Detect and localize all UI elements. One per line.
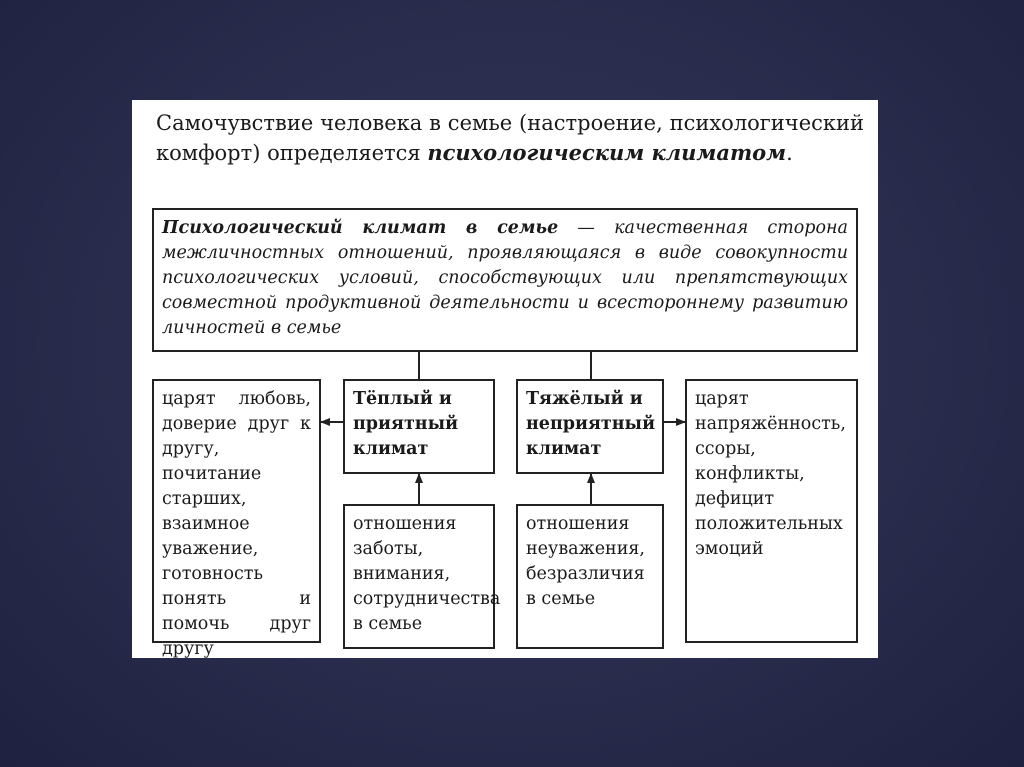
warm-relations-box: отношения заботы, внимания, сотрудничества в семье bbox=[343, 504, 495, 649]
definition-term: Психологический климат в семье bbox=[162, 218, 559, 238]
hard-relations-box: отношения неуважения, безразличия в семье bbox=[516, 504, 664, 649]
intro-emphasis: психологическим климатом bbox=[427, 140, 787, 165]
hard-climate-box: Тяжёлый и неприятный климат bbox=[516, 379, 664, 474]
hard-signs-box: царят напряжённость, ссоры, конфликты, дефицит положительных эмоций bbox=[685, 379, 858, 643]
definition-text: качественная сторона межличностных отношений, проявляющаяся в виде совокупности психологических условий, способствующих или препятствующих совместной продуктивной деятельности и всестороннему развитию личностей в семье bbox=[162, 218, 848, 338]
intro-before: Самочувствие человека в семье (настроение, психологический комфорт) определяется bbox=[156, 111, 864, 165]
diagram-sheet bbox=[132, 100, 878, 658]
warm-signs-box: царят любовь, доверие друг к другу, почитание старших, взаимное уважение, готовность понять и помочь друг другу bbox=[152, 379, 321, 643]
definition-dash: — bbox=[558, 218, 615, 238]
intro-after: . bbox=[786, 141, 793, 165]
warm-climate-box: Тёплый и приятный климат bbox=[343, 379, 495, 474]
